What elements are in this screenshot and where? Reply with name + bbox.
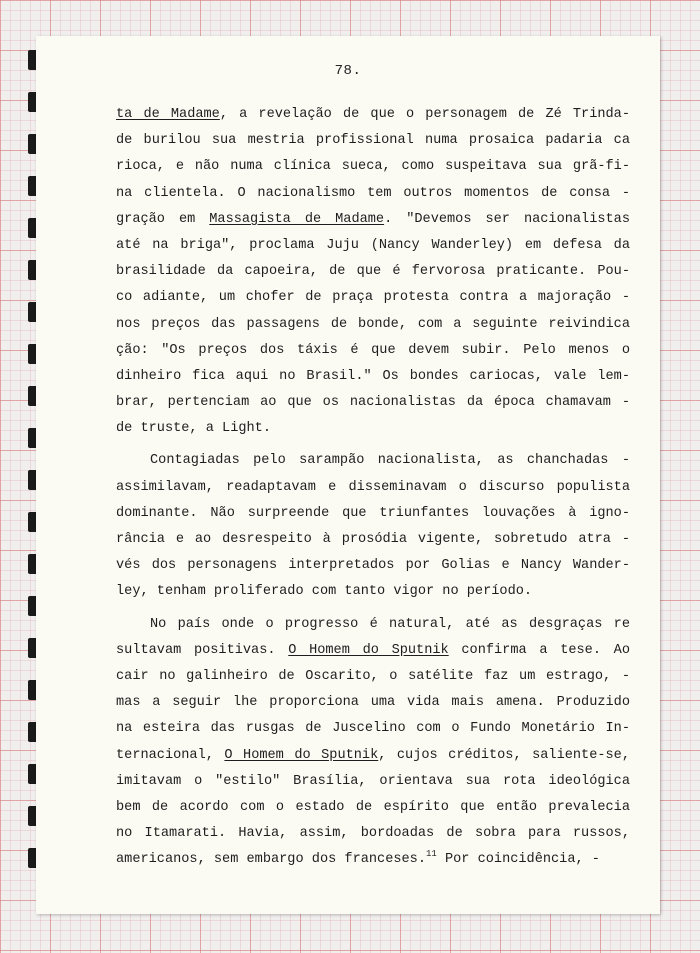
text-line: [116, 102, 630, 128]
text-line: [116, 416, 630, 442]
text-run: gração em: [116, 211, 210, 227]
text-run: imitavam o "estilo" Brasília, orientava sua rota ideológica: [116, 773, 630, 789]
film-title: O Homem do Sputnik: [288, 642, 449, 658]
text-run: rância e ao desrespeito à prosódia vigente, sobretudo atra -: [116, 532, 630, 547]
text-run: , a revelação de que o personagem de Zé Trinda-: [219, 107, 630, 122]
text-run: brasilidade da capoeira, de que é fervorosa praticante. Pou-: [116, 264, 630, 280]
text-line: [116, 207, 630, 233]
text-line: [116, 527, 630, 553]
film-title: ta de Madame: [116, 107, 220, 122]
text-run: cair no galinheiro de Oscarito, o satélite faz um estrago, -: [116, 668, 630, 684]
text-line: [116, 233, 630, 259]
text-line: [116, 821, 630, 847]
body-text: [116, 102, 630, 873]
text-run: No país onde o progresso é natural, até as desgraças re: [150, 616, 630, 632]
text-run: dinheiro fica aqui no Brasil." Os bondes cariocas, vale lem-: [116, 368, 630, 384]
page-number: 78.: [334, 63, 362, 79]
text-line: [116, 743, 630, 769]
text-run: ção: "Os preços dos táxis é que devem subir. Pelo menos o: [116, 342, 630, 358]
text-run: confirma a tese. Ao: [448, 642, 630, 658]
text-line: [116, 448, 630, 474]
film-title: O Homem do Sputnik: [224, 747, 379, 763]
text-line: [116, 716, 630, 742]
text-line: [116, 638, 630, 664]
text-run: americanos, sem embargo dos franceses.: [116, 852, 426, 868]
text-line: [116, 553, 630, 579]
text-run: brar, pertenciam ao que os nacionalistas da época chamavam -: [116, 395, 630, 411]
text-line: [116, 128, 630, 154]
text-run: no Itamarati. Havia, assim, bordoadas de sobra para russos,: [116, 826, 630, 842]
text-run: na esteira das rusgas de Juscelino com o Fundo Monetário In-: [116, 721, 630, 737]
text-run: de truste, a Light.: [116, 421, 271, 437]
text-run: ley, tenham proliferado com tanto vigor no período.: [116, 584, 533, 600]
text-run: rioca, e não numa clínica sueca, como suspeitava sua grã-fi-: [116, 159, 630, 175]
text-line: [116, 181, 630, 207]
text-run: ternacional,: [116, 747, 225, 763]
text-line: [116, 338, 630, 364]
text-line: [116, 769, 630, 795]
text-run: sultavam positivas.: [116, 642, 289, 658]
text-line: [116, 259, 630, 285]
text-run: Por coincidência, -: [436, 852, 600, 868]
text-line: [116, 579, 630, 605]
text-run: nos preços das passagens de bonde, com a seguinte reivindica: [116, 316, 630, 332]
text-run: co adiante, um chofer de praça protesta contra a majoração -: [116, 290, 630, 306]
text-run: assimilavam, readaptavam e disseminavam o discurso populista: [116, 479, 630, 495]
text-run: vés dos personagens interpretados por Golias e Nancy Wander-: [116, 558, 630, 574]
text-line: [116, 690, 630, 716]
text-line: [116, 612, 630, 638]
text-line: [116, 795, 630, 821]
text-run: Contagiadas pelo sarampão nacionalista, as chanchadas -: [150, 453, 630, 469]
text-line: [116, 664, 630, 690]
text-run: de burilou sua mestria profissional numa prosaica padaria ca: [116, 133, 630, 149]
text-line: [116, 501, 630, 527]
text-run: na clientela. O nacionalismo tem outros momentos de consa -: [116, 185, 630, 201]
text-line: [116, 154, 630, 180]
text-line: [116, 312, 630, 338]
typewritten-page: [36, 36, 660, 914]
text-line: [116, 364, 630, 390]
text-line: [116, 390, 630, 416]
text-run: bem de acordo com o estado de espírito que então prevalecia: [116, 799, 630, 815]
footnote-ref: 11: [426, 849, 437, 860]
film-title: Massagista de Madame: [209, 211, 385, 227]
text-run: mas a seguir lhe proporciona uma vida mais amena. Produzido: [116, 695, 630, 711]
text-run: , cujos créditos, saliente-se,: [378, 747, 630, 763]
text-line: [116, 475, 630, 501]
text-run: . "Devemos ser nacionalistas: [384, 211, 630, 227]
text-run: até na briga", proclama Juju (Nancy Wanderley) em defesa da: [116, 237, 630, 253]
text-run: dominante. Não surpreende que triunfantes louvações à igno-: [116, 505, 630, 521]
text-line: [116, 847, 630, 873]
text-line: [116, 285, 630, 311]
